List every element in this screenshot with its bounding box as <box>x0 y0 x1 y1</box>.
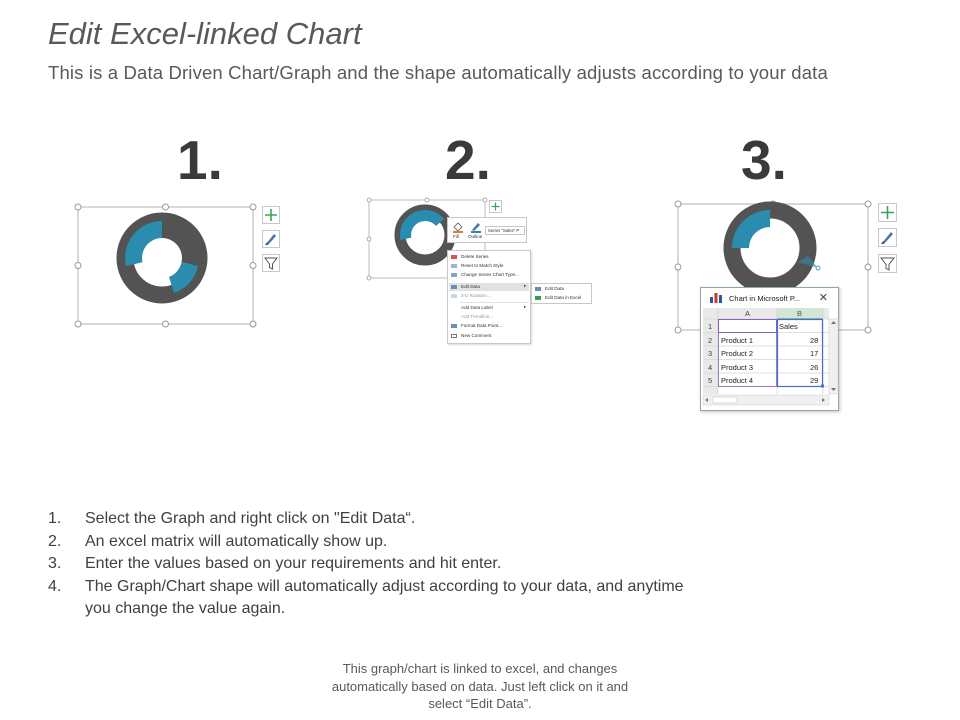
menu-item-change-chart-type[interactable]: Change Series Chart Type... <box>461 272 519 277</box>
outline-label: Outline <box>468 234 483 239</box>
menu-item-delete-series[interactable]: Delete Series <box>461 254 489 259</box>
chart-filters-funnel-icon[interactable] <box>879 255 897 273</box>
chart-type-icon <box>451 273 457 277</box>
excel-icon <box>535 296 541 300</box>
step3-donut-chart[interactable] <box>732 210 820 286</box>
edit-data-icon <box>535 287 541 291</box>
menu-item-edit-data[interactable]: Edit Data <box>461 284 480 289</box>
cell-sales-value[interactable]: 29 <box>810 376 819 385</box>
cell-sales-value[interactable]: 26 <box>810 362 819 372</box>
cell-product-name[interactable]: Product 4 <box>721 376 754 385</box>
cell-product-name[interactable]: Product 2 <box>721 349 754 358</box>
menu-item-reset-style[interactable]: Reset to Match Style <box>461 263 504 268</box>
page-subtitle: This is a Data Driven Chart/Graph and the shape automatically adjusts according to your data <box>48 62 828 83</box>
chart-elements-plus-icon[interactable] <box>879 204 897 222</box>
cell-product-name[interactable]: Product 3 <box>721 362 754 372</box>
step-number-2: 2. <box>445 129 491 191</box>
chart-filters-funnel-icon[interactable] <box>263 255 280 272</box>
delete-icon <box>451 255 457 259</box>
submenu-arrow-icon: ▸ <box>524 283 527 288</box>
format-icon <box>451 324 457 328</box>
menu-separator <box>460 302 528 303</box>
column-header-b[interactable]: B <box>797 309 803 318</box>
submenu-item-edit-data[interactable]: Edit Data <box>545 286 564 291</box>
step1-donut-chart[interactable] <box>125 221 199 295</box>
step2-donut-chart[interactable] <box>400 210 450 260</box>
submenu-arrow-icon: ▸ <box>524 304 527 309</box>
step-number-1: 1. <box>177 129 223 191</box>
row-number: 2 <box>708 335 713 345</box>
menu-item-format-data-point[interactable]: Format Data Point... <box>461 323 503 328</box>
excel-data-window <box>700 287 839 411</box>
instruction-item <box>48 508 688 531</box>
context-menu <box>447 250 531 344</box>
row-number: 5 <box>708 376 713 385</box>
menu-item-3d-rotation: 3-D Rotation... <box>461 293 491 298</box>
instruction-list <box>48 508 688 621</box>
edit-data-icon <box>451 285 457 289</box>
instruction-item <box>48 531 688 554</box>
menu-item-add-trendline: Add Trendline... <box>461 314 494 319</box>
submenu-item-edit-in-excel[interactable]: Edit Data in Excel <box>545 295 582 300</box>
close-icon[interactable]: ✕ <box>818 291 828 304</box>
menu-item-add-data-label[interactable]: Add Data Label <box>461 305 493 310</box>
reset-style-icon <box>451 264 457 268</box>
instruction-number: 2. <box>48 532 62 550</box>
vertical-scrollbar <box>829 319 838 394</box>
cell-sales-value[interactable]: 17 <box>810 349 819 358</box>
cell-product-name[interactable]: Product 1 <box>721 335 754 345</box>
step1-chart-tools <box>262 206 280 279</box>
fill-label: Fill <box>453 234 459 239</box>
instruction-text: The Graph/Chart shape will automatically adjust according to your data, and anytime you change the value again. <box>85 577 684 617</box>
outline-pen-icon[interactable] <box>470 221 482 233</box>
cell-b1-header[interactable]: Sales <box>779 322 798 331</box>
instruction-text: An excel matrix will automatically show up. <box>85 532 388 550</box>
column-header-a[interactable]: A <box>745 309 751 318</box>
chart-styles-brush-icon[interactable] <box>879 229 897 247</box>
fill-bucket-icon[interactable] <box>452 221 464 233</box>
instruction-text: Select the Graph and right click on "Edit Data“. <box>85 510 416 527</box>
row-number: 1 <box>708 322 713 331</box>
footnote-text: This graph/chart is linked to excel, and changes automatically based on data. Just left click on it and select “Edit Data”. <box>331 661 629 711</box>
series-dropdown[interactable]: Series "Sales" P <box>485 226 525 235</box>
cell-sales-value[interactable]: 28 <box>810 335 819 345</box>
chart-elements-plus-icon[interactable] <box>263 207 280 224</box>
chart-elements-plus-icon[interactable] <box>490 201 502 213</box>
row-number: 3 <box>708 349 713 358</box>
chart-styles-brush-icon[interactable] <box>263 231 280 248</box>
rotation-icon <box>451 294 457 298</box>
instruction-item <box>48 553 688 576</box>
instruction-number: 3. <box>48 555 62 572</box>
format-mini-toolbar <box>447 217 527 243</box>
row-number: 4 <box>708 362 713 372</box>
instruction-item <box>48 576 688 621</box>
excel-window-title: Chart in Microsoft P... <box>729 294 801 303</box>
comment-icon <box>451 334 457 338</box>
page-title: Edit Excel-linked Chart <box>48 16 362 51</box>
edit-data-submenu <box>531 283 592 304</box>
menu-item-new-comment[interactable]: New Comment <box>461 333 492 338</box>
instruction-text: Enter the values based on your requirements and hit enter. <box>85 555 502 572</box>
instruction-number: 4. <box>48 577 62 595</box>
instruction-number: 1. <box>48 510 62 527</box>
step3-chart-tools <box>878 203 898 280</box>
step-number-3: 3. <box>741 129 787 191</box>
step1-chart-selection[interactable] <box>70 200 290 332</box>
